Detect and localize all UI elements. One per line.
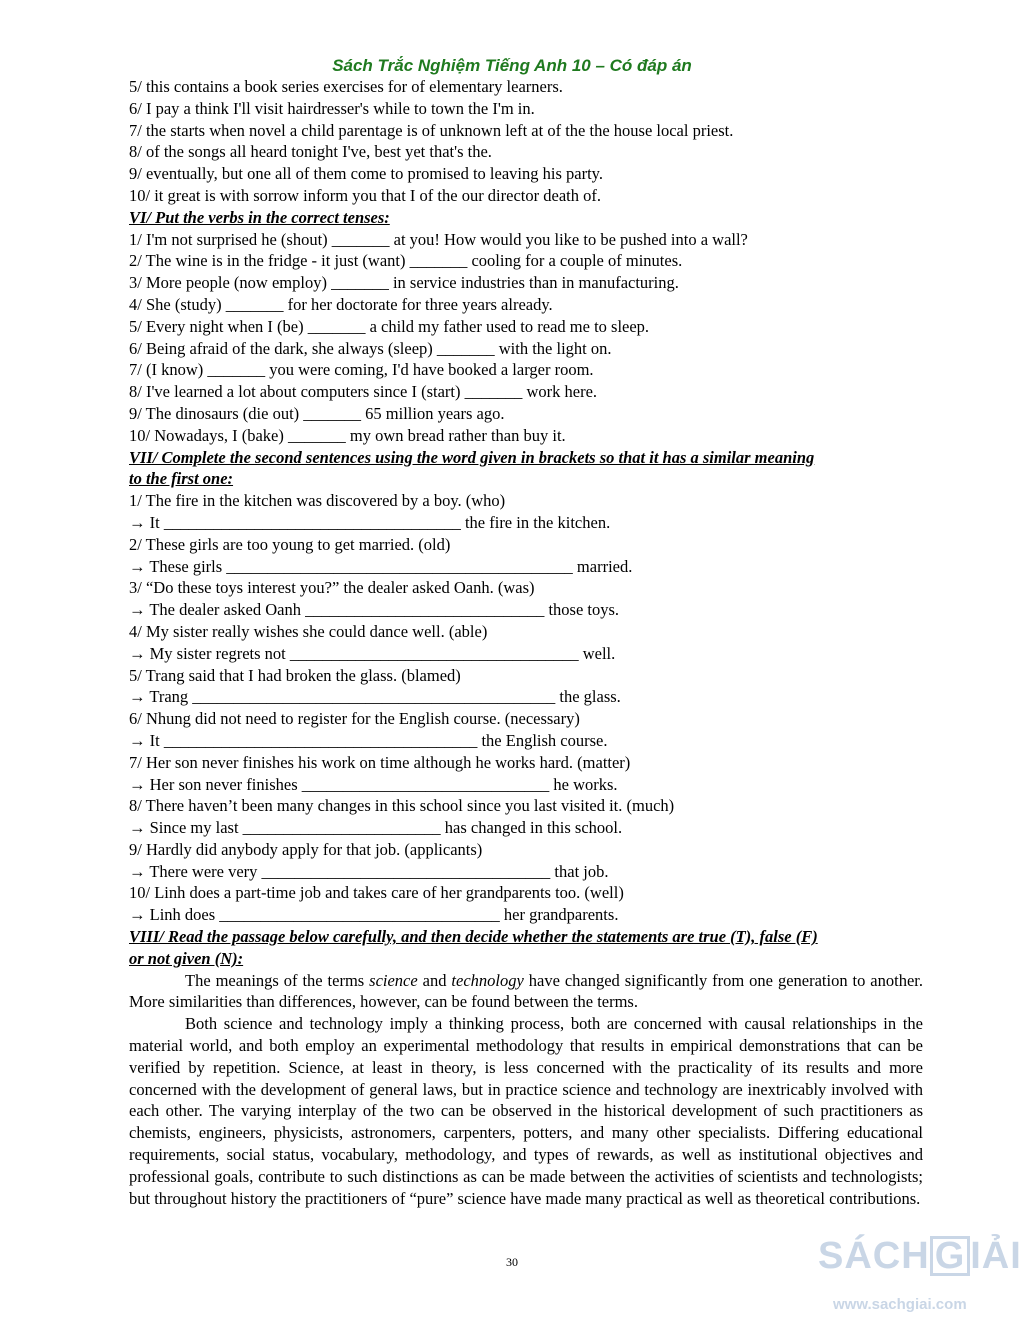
list-item: 5/ this contains a book series exercises for of elementary learners. — [129, 77, 563, 96]
question-line: 10/ Linh does a part-time job and takes care of her grandparents too. (well) — [129, 883, 624, 903]
list-item: 7/ (I know) _______ you were coming, I'd have booked a larger room. — [129, 360, 594, 380]
watermark-text-boxed: G — [930, 1236, 971, 1276]
list-item: 8/ of the songs all heard tonight I've, best yet that's the. — [129, 142, 492, 162]
page-number: 30 — [506, 1255, 518, 1269]
question-line: 6/ Nhung did not need to register for the English course. (necessary) — [129, 709, 580, 729]
question-line: 4/ My sister really wishes she could dance well. (able) — [129, 621, 488, 641]
list-item: 7/ the starts when novel a child parentage is of unknown left at of the the house local priest. — [129, 120, 734, 140]
watermark-url: www.sachgiai.com — [833, 1296, 967, 1313]
question-line: 1/ The fire in the kitchen was discovered by a boy. (who) — [129, 491, 506, 511]
list-item: 9/ The dinosaurs (die out) _______ 65 million years ago. — [129, 403, 505, 423]
answer-line: → There were very ___________________________________ that job. — [129, 861, 609, 881]
passage-paragraph-1 — [129, 970, 923, 1014]
answer-line: → These girls __________________________________________ married. — [129, 556, 633, 576]
question-line: 5/ Trang said that I had broken the glass. (blamed) — [129, 665, 461, 685]
section-7-heading-cont: to the first one: — [129, 469, 234, 489]
question-line: 3/ “Do these toys interest you?” the dealer asked Oanh. (was) — [129, 578, 535, 598]
list-item: 1/ I'm not surprised he (shout) _______ at you! How would you like to be pushed into a wall? — [129, 229, 748, 249]
section-6-heading: VI/ Put the verbs in the correct tenses: — [129, 207, 390, 227]
part5-list — [129, 76, 923, 207]
answer-line: → It ____________________________________ the fire in the kitchen. — [129, 512, 611, 532]
watermark-text-left: SÁCH — [818, 1235, 930, 1277]
question-line: 2/ These girls are too young to get married. (old) — [129, 534, 451, 554]
list-item: 10/ Nowadays, I (bake) _______ my own bread rather than buy it. — [129, 425, 566, 445]
watermark-logo — [818, 1235, 1022, 1278]
section-7-heading: VII/ Complete the second sentences using the word given in brackets so that it has a similar meaning — [129, 447, 815, 467]
list-item: 2/ The wine is in the fridge - it just (want) _______ cooling for a couple of minutes. — [129, 251, 683, 271]
question-line: 7/ Her son never finishes his work on time although he works hard. (matter) — [129, 752, 631, 772]
answer-line: → Linh does __________________________________ her grandparents. — [129, 905, 619, 925]
term-technology: technology — [451, 970, 524, 990]
passage-paragraph-2: Both science and technology imply a thinking process, both are concerned with causal relationships in the material world, and both employ an experimental methodology that results in empirical demonstrations that can be verified by repetition. Science, at least in theory, is less concerned with the practicality of its results and more concerned with the development of general laws, but in practice science and technology are inextricably involved with each other. The varying interplay of the two can be observed in the historical development of such practitioners as chemists, engineers, physicists, astronomers, carpenters, potters, and many other specialists. Differing educational requirements, social status, vocabulary, methodology, and types of rewards, as well as institutional objectives and professional goals, contribute to such distinctions as can be made between the activities of scientists and technologists; but throughout history the practitioners of “pure” science have made many practical as well as theoretical contributions. — [129, 1014, 923, 1208]
list-item: 5/ Every night when I (be) _______ a child my father used to read me to sleep. — [129, 316, 650, 336]
question-line: 8/ There haven’t been many changes in this school since you last visited it. (much) — [129, 796, 675, 816]
answer-line: → Trang ____________________________________________ the glass. — [129, 687, 621, 707]
section-7 — [129, 447, 923, 927]
term-science: science — [369, 970, 418, 990]
passage-text: and — [417, 970, 452, 990]
list-item: 3/ More people (now employ) _______ in service industries than in manufacturing. — [129, 273, 679, 293]
answer-line: → It ______________________________________ the English course. — [129, 730, 608, 750]
section-8-heading-cont: or not given (N): — [129, 948, 244, 968]
document-body — [129, 76, 923, 1209]
answer-line: → My sister regrets not ___________________________________ well. — [129, 643, 616, 663]
watermark-text-right: IẢI — [970, 1235, 1022, 1277]
passage-text: have changed significantly from one generation to another. More similarities than differences, however, can be found between the terms. — [129, 970, 923, 1012]
list-item: 6/ Being afraid of the dark, she always (sleep) _______ with the light on. — [129, 338, 612, 358]
answer-line: → Her son never finishes ______________________________ he works. — [129, 774, 618, 794]
section-6 — [129, 207, 923, 447]
question-line: 9/ Hardly did anybody apply for that job. (applicants) — [129, 839, 483, 859]
answer-line: → The dealer asked Oanh _____________________________ those toys. — [129, 600, 620, 620]
list-item: 6/ I pay a think I'll visit hairdresser's while to town the I'm in. — [129, 98, 535, 118]
page-header-title: Sách Trắc Nghiệm Tiếng Anh 10 – Có đáp án — [332, 56, 692, 75]
list-item: 10/ it great is with sorrow inform you that I of the our director death of. — [129, 185, 601, 205]
answer-line: → Since my last ________________________ has changed in this school. — [129, 818, 623, 838]
section-8 — [129, 926, 923, 1209]
list-item: 8/ I've learned a lot about computers since I (start) _______ work here. — [129, 382, 598, 402]
section-8-heading: VIII/ Read the passage below carefully, and then decide whether the statements are true (T), false (F) — [129, 927, 818, 947]
list-item: 4/ She (study) _______ for her doctorate for three years already. — [129, 294, 553, 314]
list-item: 9/ eventually, but one all of them come to promised to leaving his party. — [129, 164, 603, 184]
passage-text: The meanings of the terms — [185, 970, 370, 990]
